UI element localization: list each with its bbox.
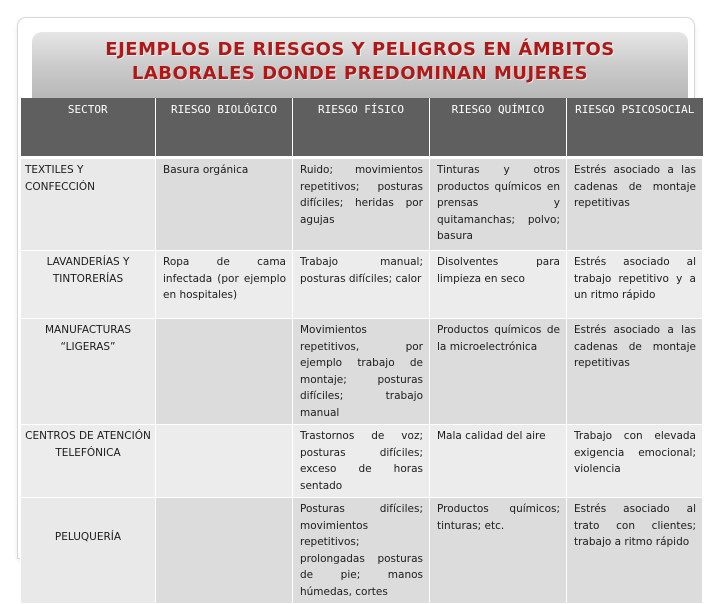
sector-label: LAVANDERÍAS Y TINTORERÍAS xyxy=(46,256,130,285)
header-row xyxy=(21,98,703,158)
cell-biologico xyxy=(156,498,293,604)
cell-biologico: Ropa de cama infectada (por ejemplo en hospitales) xyxy=(156,251,293,319)
cell-quimico: Disolventes para limpieza en seco xyxy=(430,251,567,319)
sector-label: MANUFACTURAS “LIGERAS” xyxy=(44,324,131,353)
cell-quimico: Productos químicos de la microelectrónica xyxy=(430,319,567,425)
header-quimico: RIESGO QUÍMICO xyxy=(430,98,567,158)
cell-biologico: Basura orgánica xyxy=(156,158,293,251)
cell-fisico: Ruido; movimientos repetitivos; posturas difíciles; heridas por agujas xyxy=(293,158,430,251)
cell-quimico: Tinturas y otros productos químicos en prensas y quitamanchas; polvo; basura xyxy=(430,158,567,251)
cell-sector xyxy=(21,498,156,604)
slide-title xyxy=(32,38,688,86)
title-line-1: EJEMPLOS DE RIESGOS Y PELIGROS EN ÁMBITOS xyxy=(105,39,615,60)
cell-quimico: Mala calidad del aire xyxy=(430,425,567,498)
cell-biologico xyxy=(156,319,293,425)
table-row xyxy=(21,498,703,604)
cell-biologico xyxy=(156,425,293,498)
table-row xyxy=(21,319,703,425)
cell-psicosocial: Estrés asociado al trato con clientes; trabajo a ritmo rápido xyxy=(567,498,703,604)
header-biologico: RIESGO BIOLÓGICO xyxy=(156,98,293,158)
sector-label: TEXTILES Y CONFECCIÓN xyxy=(25,164,96,193)
table-row xyxy=(21,251,703,319)
cell-fisico: Trabajo manual; posturas difíciles; calor xyxy=(293,251,430,319)
cell-sector xyxy=(21,158,156,251)
cell-fisico: Movimientos repetitivos, por ejemplo trabajo de montaje; posturas difíciles; trabajo manual xyxy=(293,319,430,425)
table-row xyxy=(21,425,703,498)
cell-psicosocial: Estrés asociado a las cadenas de montaje repetitivas xyxy=(567,158,703,251)
cell-fisico: Trastornos de voz; posturas difíciles; exceso de horas sentado xyxy=(293,425,430,498)
cell-sector xyxy=(21,251,156,319)
header-sector: SECTOR xyxy=(21,98,156,158)
cell-sector xyxy=(21,319,156,425)
cell-psicosocial: Estrés asociado al trabajo repetitivo y a un ritmo rápido xyxy=(567,251,703,319)
cell-quimico: Productos químicos; tinturas; etc. xyxy=(430,498,567,604)
header-psicosocial: RIESGO PSICOSOCIAL xyxy=(567,98,703,158)
cell-psicosocial: Trabajo con elevada exigencia emocional; violencia xyxy=(567,425,703,498)
header-fisico: RIESGO FÍSICO xyxy=(293,98,430,158)
sector-label: CENTROS DE ATENCIÓN TELEFÓNICA xyxy=(25,430,151,459)
table-row xyxy=(21,158,703,251)
cell-psicosocial: Estrés asociado a las cadenas de montaje repetitivas xyxy=(567,319,703,425)
title-line-2: LABORALES DONDE PREDOMINAN MUJERES xyxy=(131,63,589,84)
cell-sector xyxy=(21,425,156,498)
risk-table xyxy=(20,98,703,604)
sector-label: PELUQUERÍA xyxy=(54,531,122,543)
cell-fisico: Posturas difíciles; movimientos repetitivos; prolongadas posturas de pie; manos húmedas, cortes xyxy=(293,498,430,604)
